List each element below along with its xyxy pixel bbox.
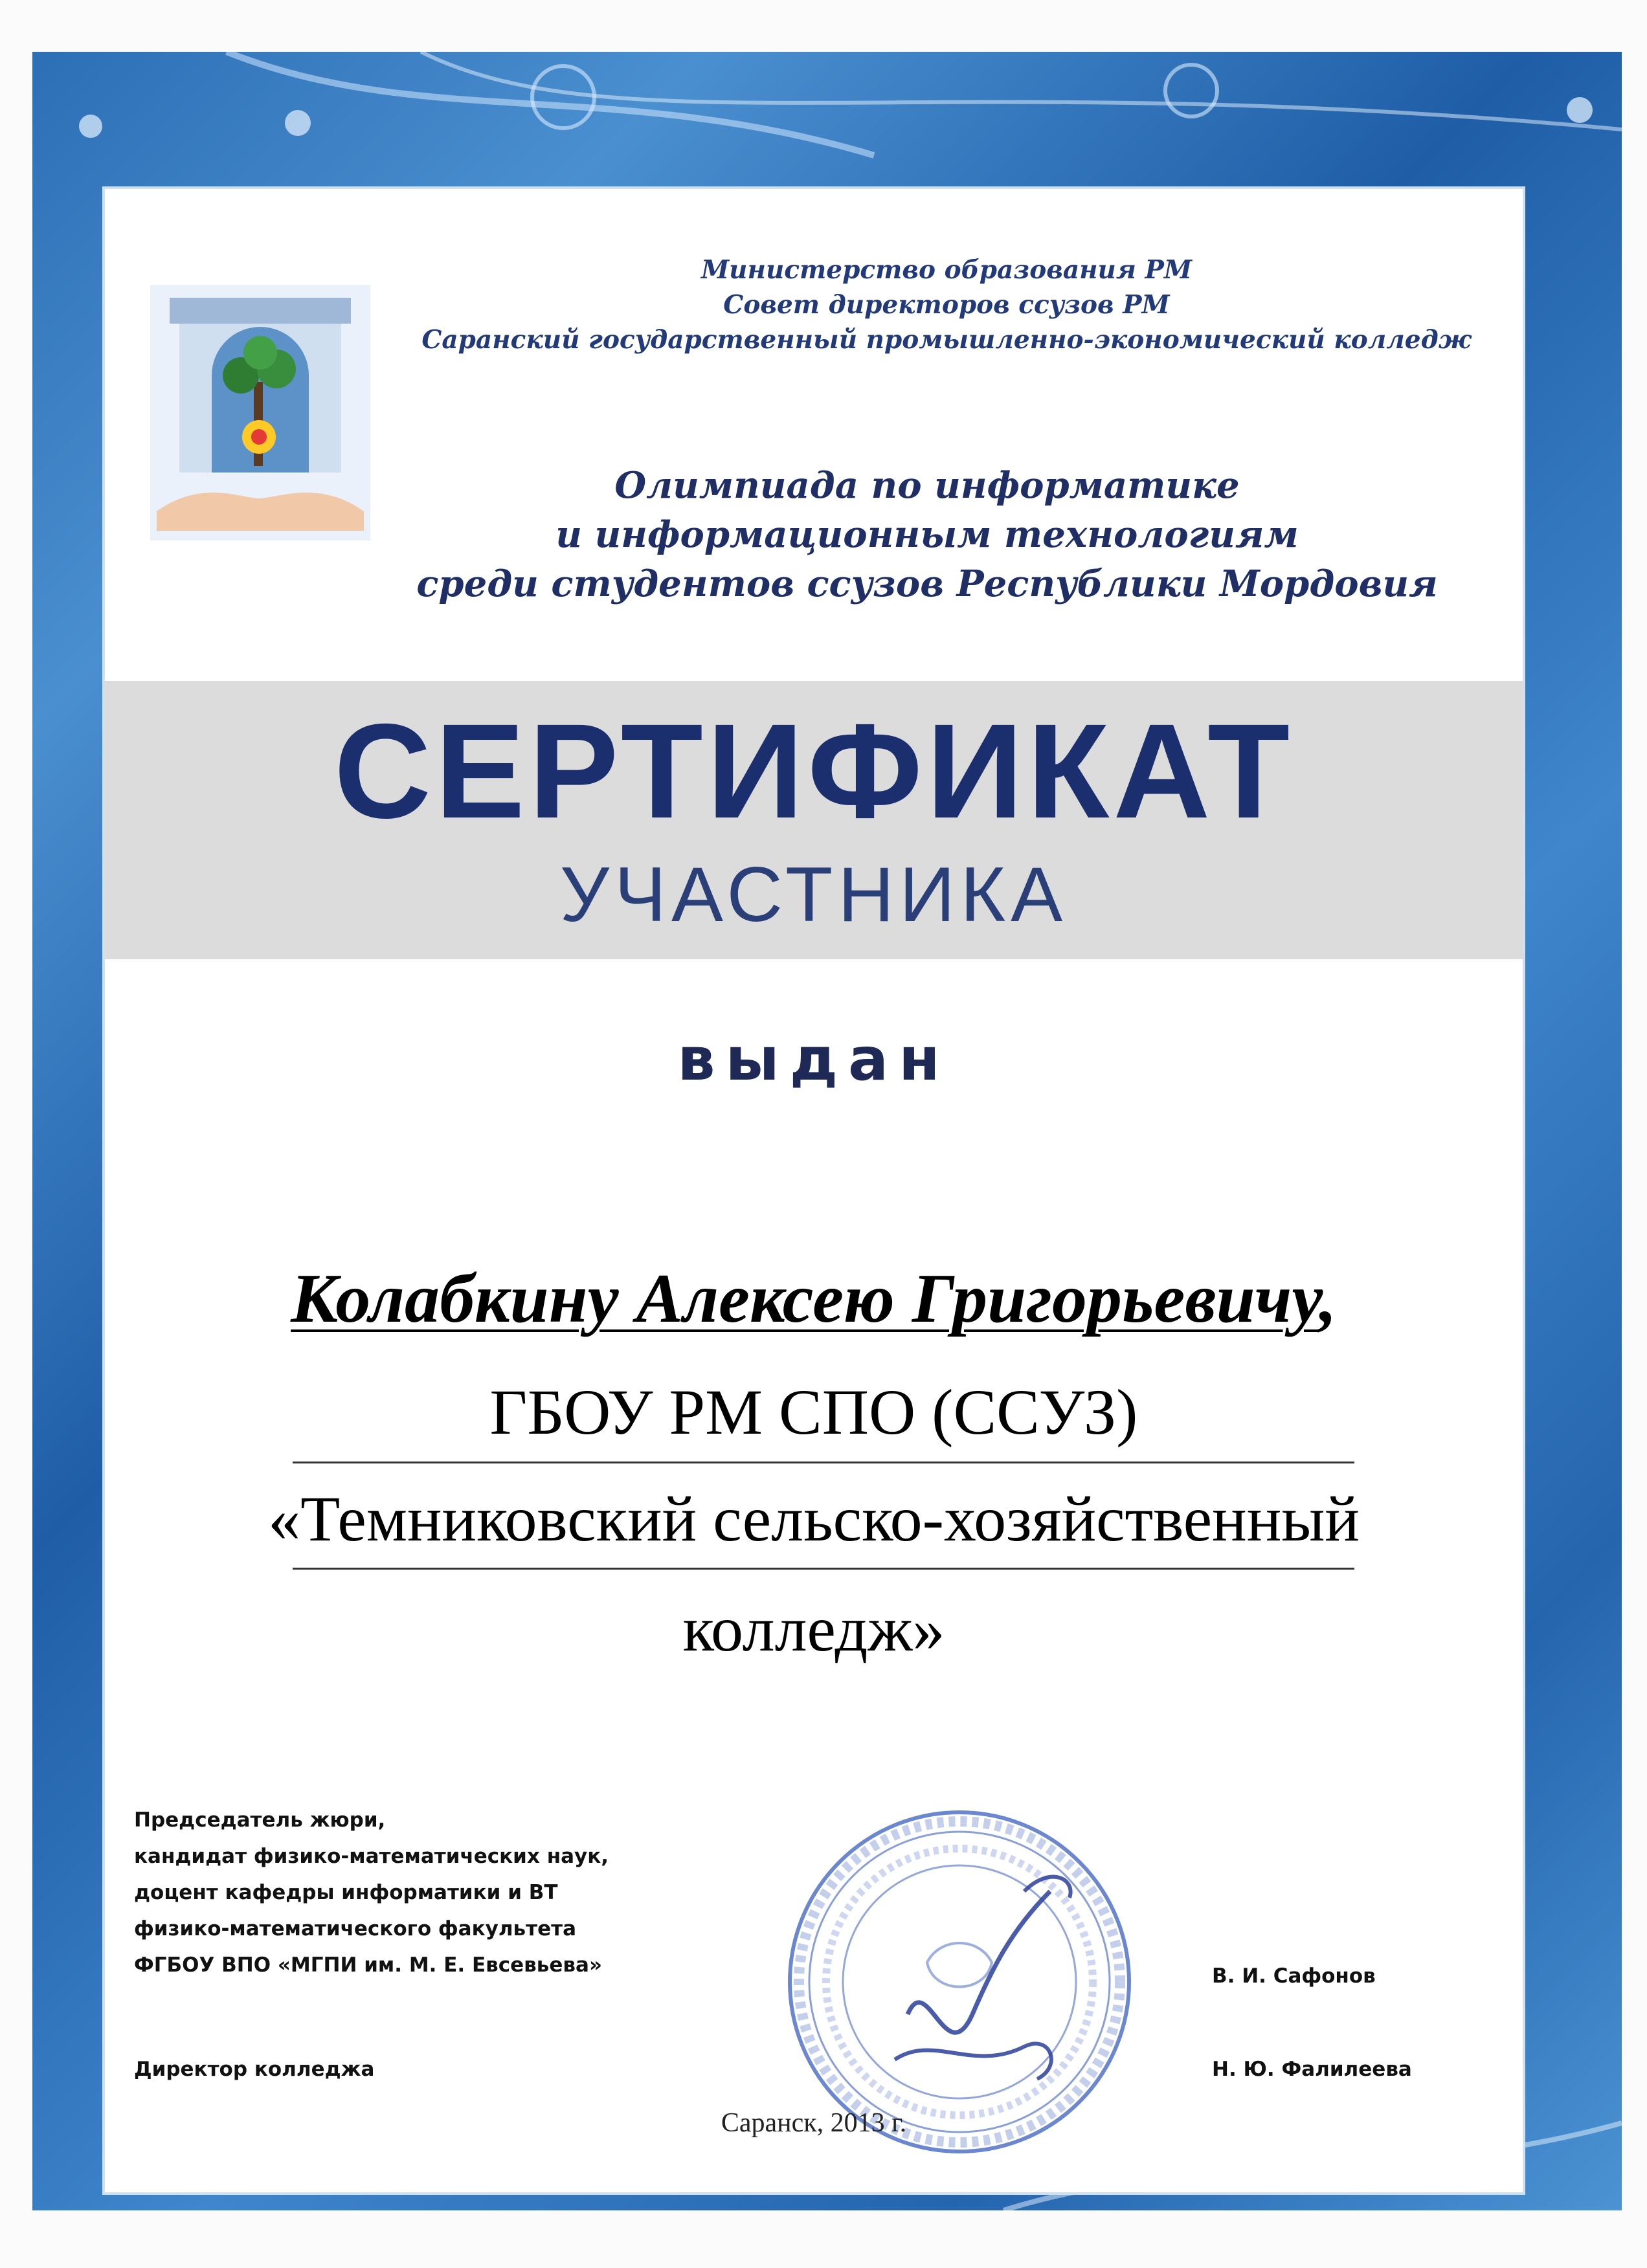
recipient-name-comma: ,: [1319, 1260, 1337, 1337]
certificate-body: [105, 189, 1523, 2192]
underline-2: [293, 1568, 1354, 1570]
recipient-name: Колабкину Алексею Григорьевичу: [291, 1260, 1319, 1337]
org-college: Саранский государственный промышленно-экономический колледж: [421, 325, 1472, 355]
certificate-title: СЕРТИФИКАТ: [333, 696, 1294, 847]
org-ministry: Министерство образования РМ: [700, 255, 1193, 285]
chair-name: В. И. Сафонов: [1212, 1964, 1376, 1988]
director-title: Директор колледжа: [134, 2058, 375, 2081]
place-and-date: Саранск, 2013 г.: [721, 2108, 907, 2138]
chair-line-4: физико-математического факультета: [134, 1917, 577, 1940]
underline-1: [293, 1462, 1354, 1463]
olympiad-title: [351, 461, 1503, 608]
recipient-name-line: [105, 1257, 1523, 1341]
chair-line-2: кандидат физико-математических наук,: [134, 1845, 609, 1868]
director-name: Н. Ю. Фалилеева: [1212, 2058, 1412, 2081]
chair-line-3: доцент кафедры информатики и ВТ: [134, 1881, 558, 1904]
institution-line-1: ГБОУ РМ СПО (ССУЗ): [489, 1376, 1138, 1448]
college-logo: [150, 285, 370, 540]
olympiad-line-1: Олимпиада по информатике: [614, 464, 1240, 507]
institution-line-2: «Темниковский сельско-хозяйственный: [268, 1483, 1360, 1555]
organizers-header: [390, 252, 1503, 357]
jury-chair-title: [134, 1802, 846, 1983]
institution-line-3: колледж»: [682, 1593, 945, 1665]
chair-line-1: Председатель жюри,: [134, 1808, 386, 1832]
chair-line-5: ФГБОУ ВПО «МГПИ им. М. Е. Евсевьева»: [134, 1953, 602, 1977]
org-council: Совет директоров ссузов РМ: [723, 290, 1170, 320]
certificate-subtitle: УЧАСТНИКА: [559, 851, 1068, 938]
olympiad-line-3: среди студентов ссузов Республики Мордовия: [416, 562, 1438, 605]
olympiad-line-2: и информационным технологиям: [555, 513, 1299, 556]
issued-label: выдан: [677, 1025, 950, 1094]
certificate-frame: [32, 52, 1622, 2210]
